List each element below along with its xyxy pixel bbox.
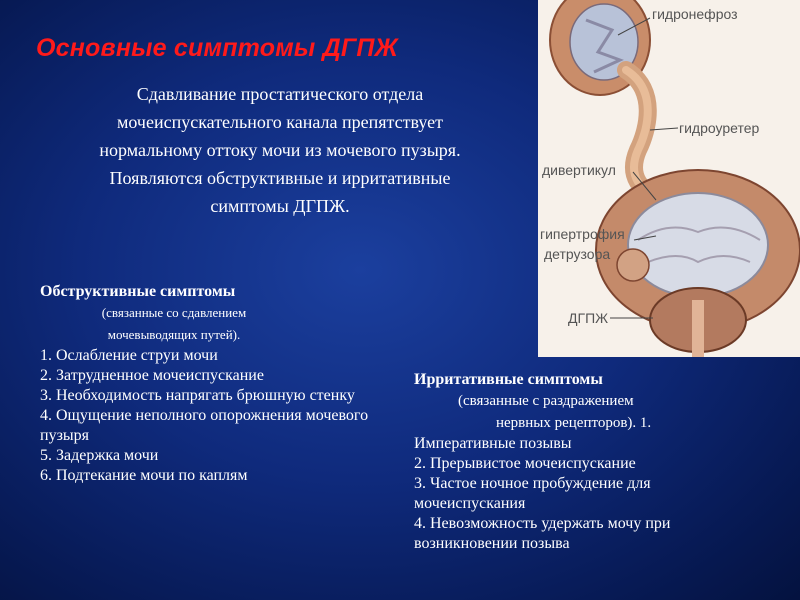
list-item: 4. Ощущение неполного опорожнения мочевого пузыря [40,407,369,444]
anatomy-drawing [538,0,800,357]
irritative-section [414,370,759,554]
slide-title: Основные симптомы ДГПЖ [36,34,398,62]
irritative-sub-line [414,412,759,434]
irritative-sub: нервных рецепторов). 1. [496,415,652,431]
list-item: Императивные позывы [414,435,572,452]
intro-line: мочеиспускательного канала препятствует [116,112,443,132]
irritative-heading: Ирритативные симптомы [414,371,603,388]
list-item: 3. Необходимость напрягать брюшную стенку [40,387,355,404]
obstructive-section [40,282,370,486]
list-item: 3. Частое ночное пробуждение для мочеиспускания [414,475,651,512]
obstructive-sub: мочевыводящих путей). [107,327,241,342]
list-item: 6. Подтекание мочи по каплям [40,467,248,484]
label-bph: ДГПЖ [568,310,609,326]
intro-line: Появляются обструктивные и ирритативные [109,168,451,188]
irritative-sub: (связанные с раздражением [458,393,634,409]
list-item: 1. Ослабление струи мочи [40,347,218,364]
label-hydronephrosis: гидронефроз [652,6,738,22]
intro-line: нормальному оттоку мочи из мочевого пузыря. [99,140,461,160]
list-item: 2. Затрудненное мочеиспускание [40,367,264,384]
irritative-sub-line [414,390,759,412]
label-diverticulum: дивертикул [542,162,616,178]
intro-text [40,80,520,220]
list-item: 2. Прерывистое мочеиспускание [414,455,636,472]
label-hydroureter: гидроуретер [679,120,760,136]
intro-line: симптомы ДГПЖ. [210,196,350,216]
intro-line: Сдавливание простатического отдела [136,84,424,104]
list-item: 4. Невозможность удержать мочу при возникновении позыва [414,515,671,552]
label-hypertrophy: гипертрофия [540,226,625,242]
obstructive-sub: (связанные со сдавлением [101,305,247,320]
list-item: 5. Задержка мочи [40,447,159,464]
anatomy-illustration [538,0,800,357]
label-detrusor: детрузора [544,246,611,262]
obstructive-heading: Обструктивные симптомы [40,283,236,300]
